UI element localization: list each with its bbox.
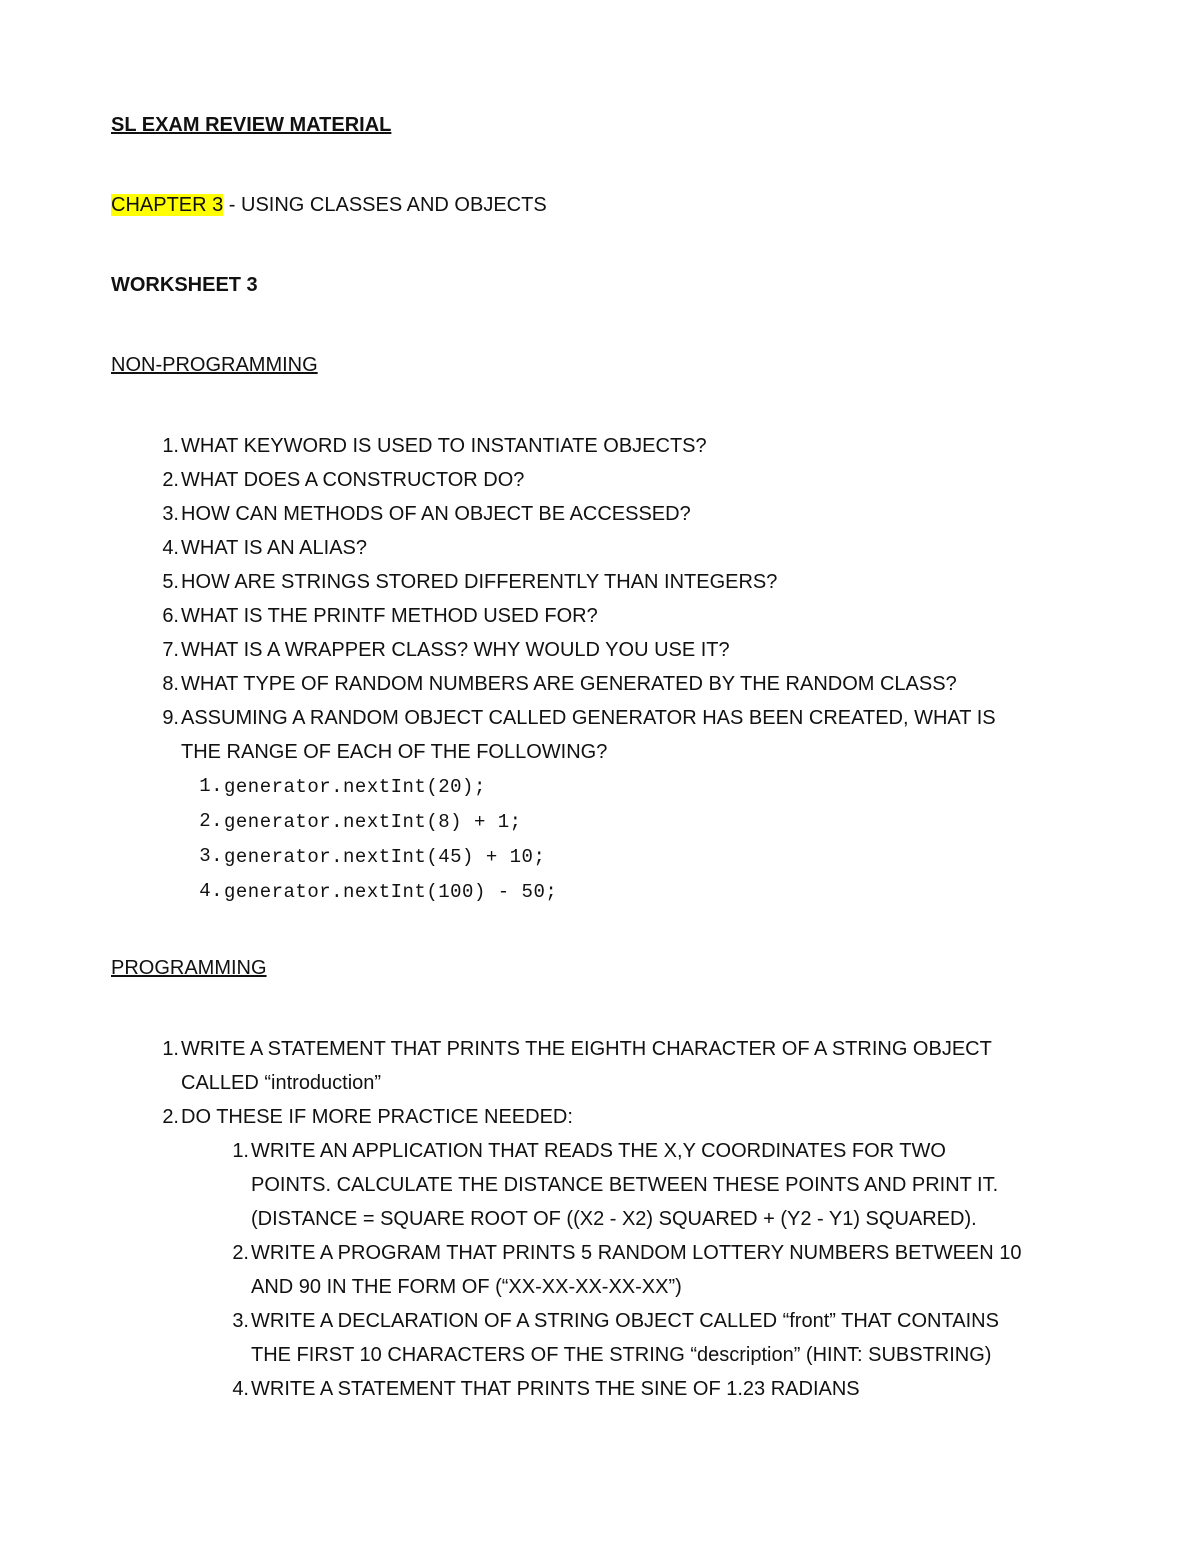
item-number: 6.	[162, 605, 179, 627]
programming-list	[111, 1032, 1091, 1406]
item-text-line: WRITE A STATEMENT THAT PRINTS THE EIGHTH CHARACTER OF A STRING OBJECT	[181, 1038, 992, 1060]
list-item	[111, 1032, 1091, 1100]
code-item-number: 3.	[199, 845, 223, 867]
item-text: WHAT IS AN ALIAS?	[181, 537, 367, 559]
item-text-line: WRITE A DECLARATION OF A STRING OBJECT CALLED “front” THAT CONTAINS	[251, 1310, 999, 1332]
item-number: 1.	[162, 1038, 179, 1060]
item-text: WHAT IS A WRAPPER CLASS? WHY WOULD YOU USE IT?	[181, 639, 730, 661]
item-text: WHAT KEYWORD IS USED TO INSTANTIATE OBJECTS?	[181, 435, 707, 457]
code-snippet: generator.nextInt(45) + 10;	[224, 846, 546, 868]
item-text: HOW ARE STRINGS STORED DIFFERENTLY THAN INTEGERS?	[181, 571, 778, 593]
item-text-line: CALLED “introduction”	[181, 1072, 382, 1094]
list-item	[111, 1100, 1091, 1406]
practice-item	[111, 1134, 1091, 1236]
list-item	[111, 463, 1091, 497]
item-text: HOW CAN METHODS OF AN OBJECT BE ACCESSED?	[181, 503, 691, 525]
list-item	[111, 667, 1091, 701]
code-snippet: generator.nextInt(8) + 1;	[224, 811, 522, 833]
item-text-line: POINTS. CALCULATE THE DISTANCE BETWEEN THESE POINTS AND PRINT IT.	[251, 1174, 999, 1196]
list-item	[111, 599, 1091, 633]
code-item	[111, 804, 1091, 839]
chapter-highlight: CHAPTER 3	[111, 194, 224, 216]
item-number: 9.	[162, 707, 179, 729]
code-snippet: generator.nextInt(20);	[224, 776, 486, 798]
document-title: SL EXAM REVIEW MATERIAL	[111, 114, 392, 136]
list-item	[111, 531, 1091, 565]
code-sub-list	[111, 769, 1091, 909]
non-programming-list	[111, 429, 1091, 909]
item-text: DO THESE IF MORE PRACTICE NEEDED:	[181, 1106, 573, 1128]
item-text: WHAT IS THE PRINTF METHOD USED FOR?	[181, 605, 598, 627]
item-text-line: AND 90 IN THE FORM OF (“XX-XX-XX-XX-XX”)	[251, 1276, 682, 1298]
code-item-number: 2.	[199, 810, 223, 832]
item-number: 4.	[162, 537, 179, 559]
item-text: WHAT DOES A CONSTRUCTOR DO?	[181, 469, 525, 491]
item-number: 1.	[232, 1140, 249, 1162]
code-item-number: 1.	[199, 775, 223, 797]
item-number: 7.	[162, 639, 179, 661]
item-text-line: ASSUMING A RANDOM OBJECT CALLED GENERATOR HAS BEEN CREATED, WHAT IS	[181, 707, 996, 729]
non-programming-heading: NON-PROGRAMMING	[111, 354, 318, 376]
item-text-line: (DISTANCE = SQUARE ROOT OF ((X2 - X2) SQUARED + (Y2 - Y1) SQUARED).	[251, 1208, 977, 1230]
item-number: 2.	[162, 469, 179, 491]
item-number: 2.	[232, 1242, 249, 1264]
item-number: 8.	[162, 673, 179, 695]
practice-item	[111, 1304, 1091, 1372]
item-text-line: THE RANGE OF EACH OF THE FOLLOWING?	[181, 741, 608, 763]
list-item	[111, 701, 1091, 909]
item-number: 2.	[162, 1106, 179, 1128]
chapter-line	[111, 188, 547, 222]
list-item	[111, 633, 1091, 667]
programming-heading: PROGRAMMING	[111, 957, 267, 979]
worksheet-heading: WORKSHEET 3	[111, 274, 258, 296]
list-item	[111, 429, 1091, 463]
item-number: 3.	[232, 1310, 249, 1332]
item-number: 5.	[162, 571, 179, 593]
list-item	[111, 565, 1091, 599]
item-number: 3.	[162, 503, 179, 525]
code-item	[111, 874, 1091, 909]
list-item	[111, 497, 1091, 531]
item-text-line: WRITE A PROGRAM THAT PRINTS 5 RANDOM LOTTERY NUMBERS BETWEEN 10	[251, 1242, 1022, 1264]
practice-item	[111, 1236, 1091, 1304]
item-number: 4.	[232, 1378, 249, 1400]
code-item	[111, 769, 1091, 804]
item-number: 1.	[162, 435, 179, 457]
code-snippet: generator.nextInt(100) - 50;	[224, 881, 558, 903]
practice-sub-list	[111, 1134, 1091, 1406]
code-item	[111, 839, 1091, 874]
item-text: WHAT TYPE OF RANDOM NUMBERS ARE GENERATED BY THE RANDOM CLASS?	[181, 673, 957, 695]
practice-item	[111, 1372, 1091, 1406]
item-text-line: WRITE A STATEMENT THAT PRINTS THE SINE OF 1.23 RADIANS	[251, 1378, 860, 1400]
code-item-number: 4.	[199, 880, 223, 902]
item-text-line: WRITE AN APPLICATION THAT READS THE X,Y COORDINATES FOR TWO	[251, 1140, 946, 1162]
item-text-line: THE FIRST 10 CHARACTERS OF THE STRING “description” (HINT: SUBSTRING)	[251, 1344, 992, 1366]
chapter-title: - USING CLASSES AND OBJECTS	[223, 194, 547, 216]
